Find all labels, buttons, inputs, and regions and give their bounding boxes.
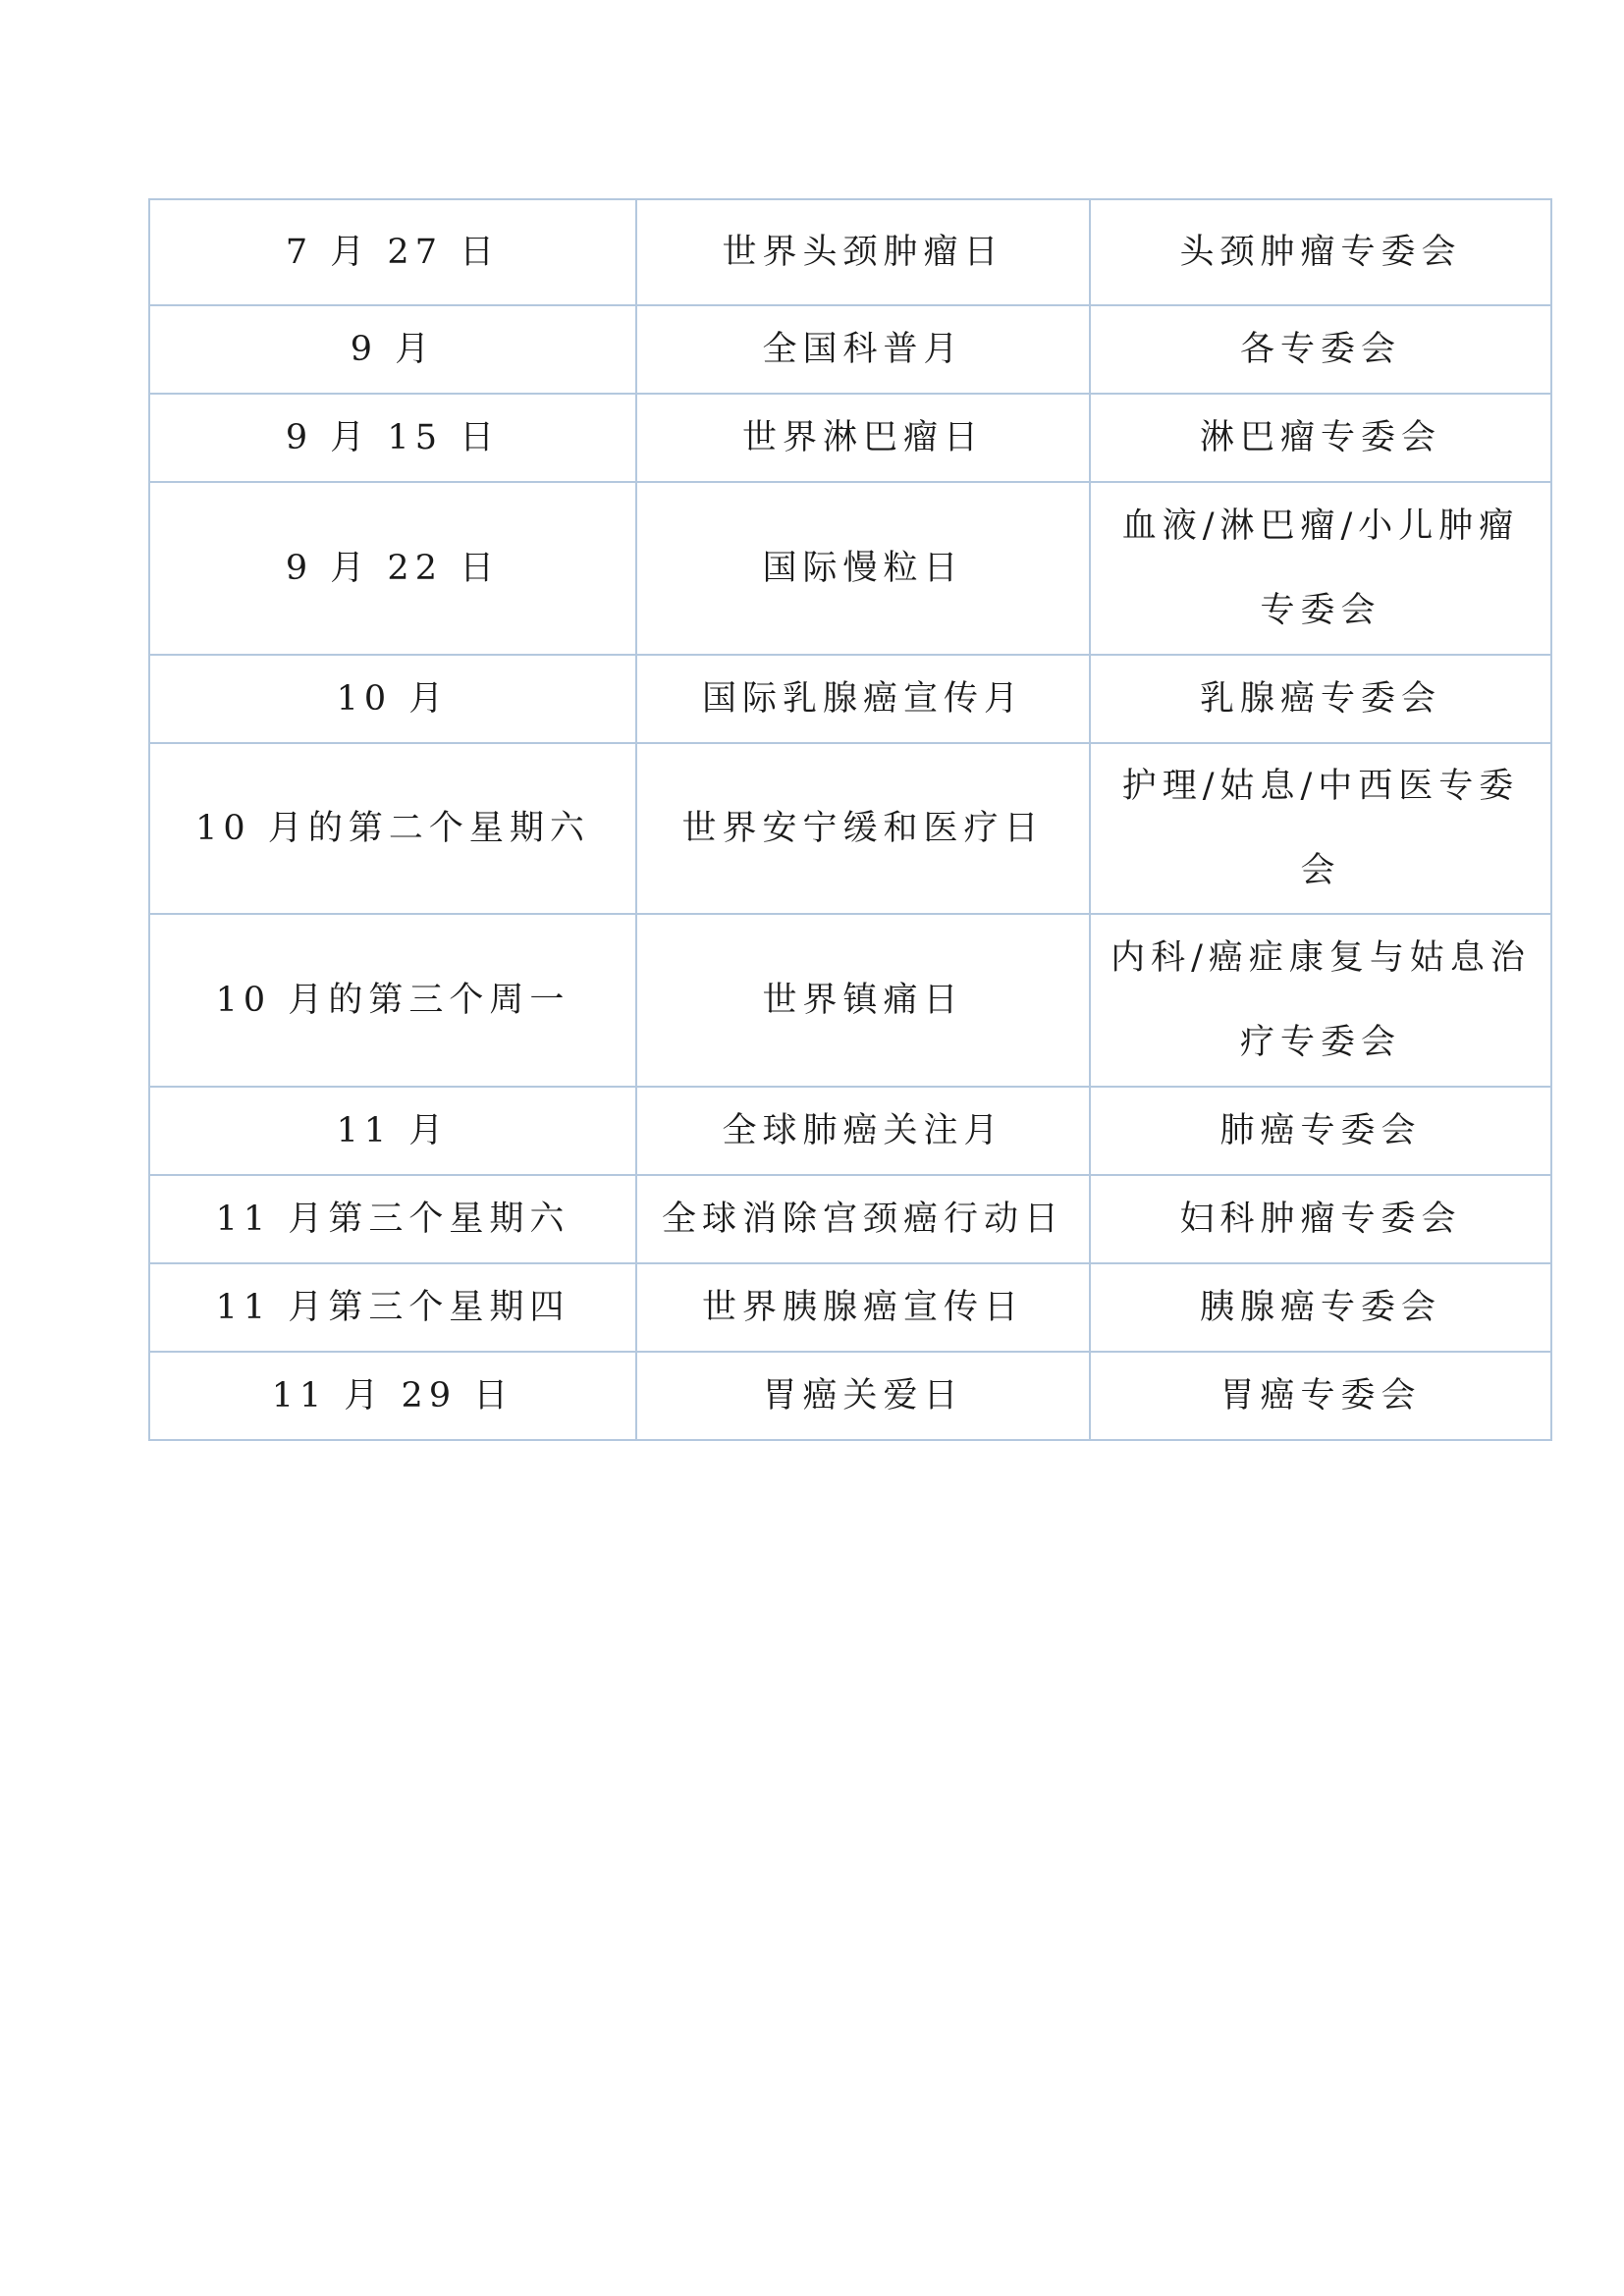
date-cell: 9 月 22 日 bbox=[149, 482, 636, 655]
date-cell: 11 月第三个星期四 bbox=[149, 1263, 636, 1352]
awareness-days-table bbox=[148, 198, 1552, 1441]
committee-cell: 淋巴瘤专委会 bbox=[1090, 394, 1551, 482]
date-cell: 9 月 bbox=[149, 305, 636, 394]
committee-cell: 血液/淋巴瘤/小儿肿瘤专委会 bbox=[1090, 482, 1551, 655]
table-row bbox=[149, 305, 1551, 394]
date-cell: 11 月 29 日 bbox=[149, 1352, 636, 1440]
committee-cell: 妇科肿瘤专委会 bbox=[1090, 1175, 1551, 1263]
event-cell: 全球肺癌关注月 bbox=[636, 1087, 1090, 1175]
committee-cell: 胃癌专委会 bbox=[1090, 1352, 1551, 1440]
table-row bbox=[149, 1175, 1551, 1263]
event-cell: 世界安宁缓和医疗日 bbox=[636, 743, 1090, 914]
date-cell: 10 月的第三个周一 bbox=[149, 914, 636, 1087]
committee-cell: 内科/癌症康复与姑息治疗专委会 bbox=[1090, 914, 1551, 1087]
committee-cell: 各专委会 bbox=[1090, 305, 1551, 394]
committee-cell: 护理/姑息/中西医专委会 bbox=[1090, 743, 1551, 914]
committee-cell: 头颈肿瘤专委会 bbox=[1090, 199, 1551, 305]
event-cell: 世界头颈肿瘤日 bbox=[636, 199, 1090, 305]
committee-cell: 乳腺癌专委会 bbox=[1090, 655, 1551, 743]
date-cell: 10 月 bbox=[149, 655, 636, 743]
committee-cell: 胰腺癌专委会 bbox=[1090, 1263, 1551, 1352]
table-row bbox=[149, 914, 1551, 1087]
date-cell: 7 月 27 日 bbox=[149, 199, 636, 305]
event-cell: 世界胰腺癌宣传日 bbox=[636, 1263, 1090, 1352]
event-cell: 国际乳腺癌宣传月 bbox=[636, 655, 1090, 743]
event-cell: 世界淋巴瘤日 bbox=[636, 394, 1090, 482]
event-cell: 世界镇痛日 bbox=[636, 914, 1090, 1087]
table-row bbox=[149, 1352, 1551, 1440]
table-row bbox=[149, 1263, 1551, 1352]
date-cell: 11 月第三个星期六 bbox=[149, 1175, 636, 1263]
committee-cell: 肺癌专委会 bbox=[1090, 1087, 1551, 1175]
event-cell: 全球消除宫颈癌行动日 bbox=[636, 1175, 1090, 1263]
date-cell: 11 月 bbox=[149, 1087, 636, 1175]
table-row bbox=[149, 655, 1551, 743]
table-row bbox=[149, 482, 1551, 655]
table-row bbox=[149, 394, 1551, 482]
table-row bbox=[149, 1087, 1551, 1175]
event-cell: 国际慢粒日 bbox=[636, 482, 1090, 655]
event-cell: 全国科普月 bbox=[636, 305, 1090, 394]
table-row bbox=[149, 743, 1551, 914]
date-cell: 9 月 15 日 bbox=[149, 394, 636, 482]
date-cell: 10 月的第二个星期六 bbox=[149, 743, 636, 914]
table-row bbox=[149, 199, 1551, 305]
event-cell: 胃癌关爱日 bbox=[636, 1352, 1090, 1440]
